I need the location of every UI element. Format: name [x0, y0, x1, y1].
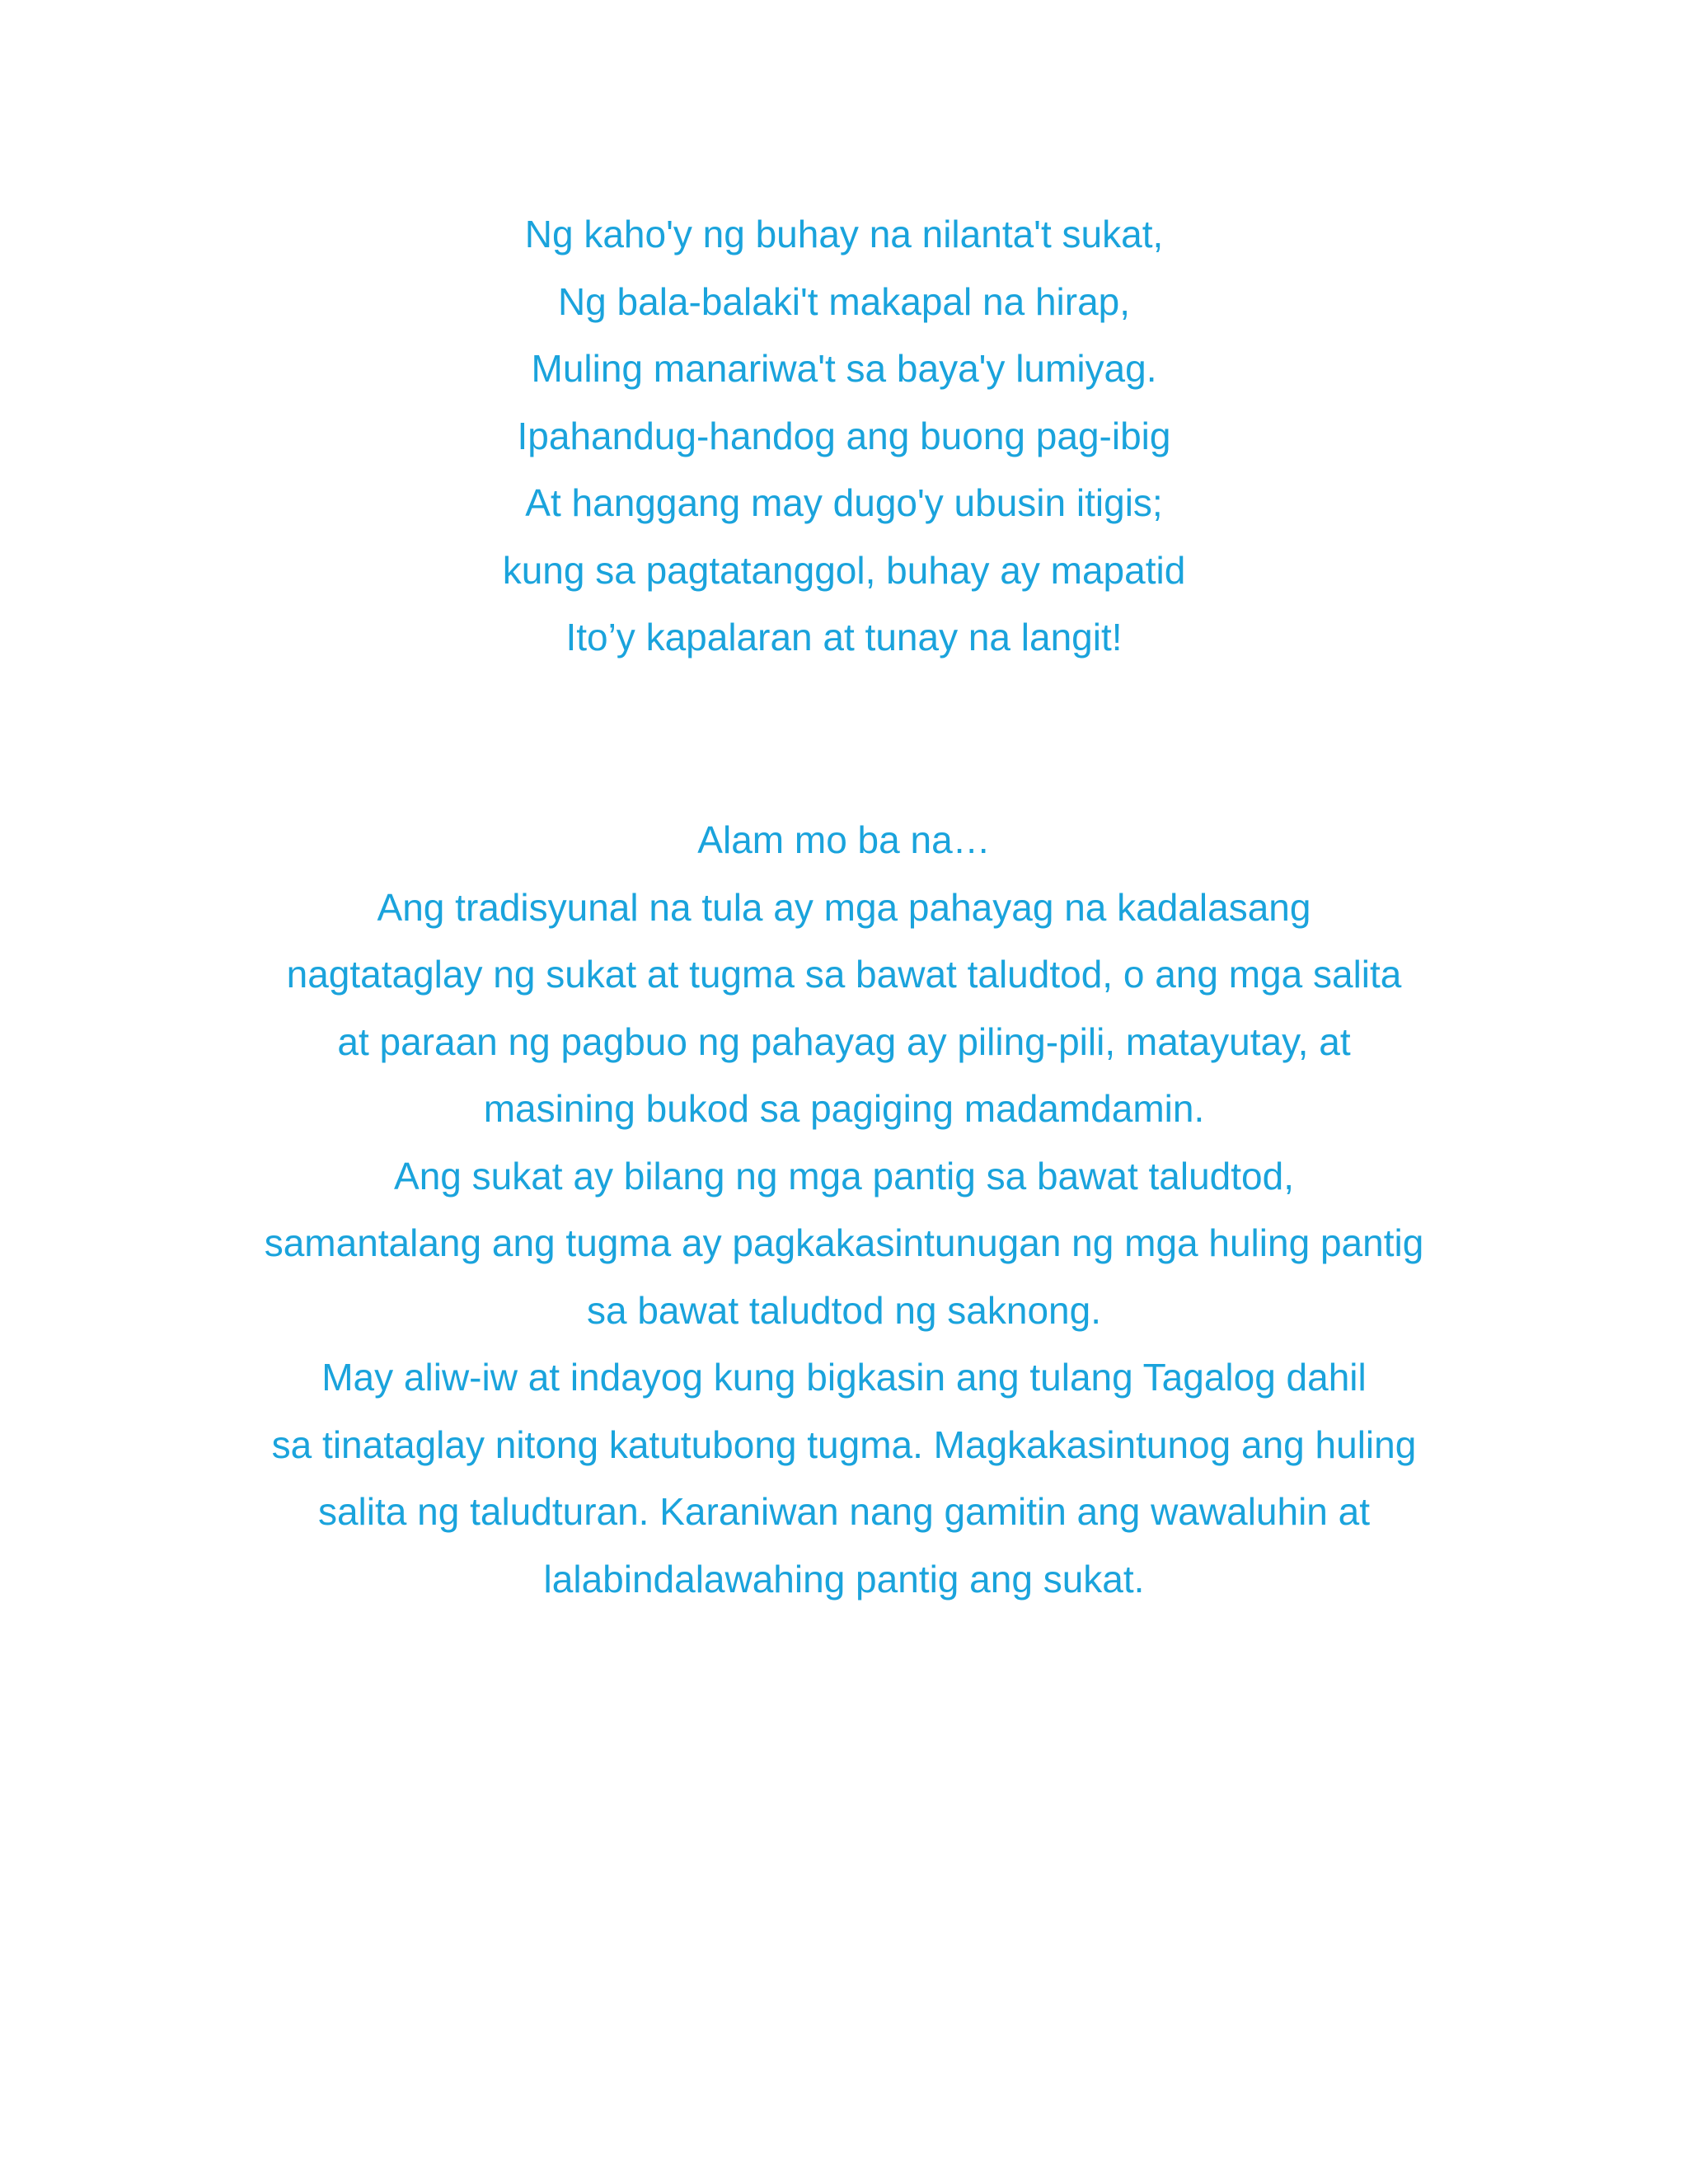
poem-line: kung sa pagtatanggol, buhay ay mapatid [502, 548, 1186, 592]
info-heading: Alam mo ba na… [697, 818, 991, 861]
info-line: sa bawat taludtod ng saknong. [586, 1288, 1101, 1332]
info-line: at paraan ng pagbuo ng pahayag ay piling-pili, matayutay, at [337, 1019, 1351, 1063]
poem-stanza [0, 201, 1688, 672]
info-line: lalabindalawahing pantig ang sukat. [543, 1557, 1145, 1601]
info-section [0, 807, 1688, 1613]
info-line: salita ng taludturan. Karaniwan nang gamitin ang wawaluhin at [317, 1490, 1371, 1533]
poem-line: Ng kaho'y ng buhay na nilanta't sukat, [524, 213, 1164, 255]
poem-line: Ipahandug-handog ang buong pag-ibig [517, 414, 1171, 457]
info-line: sa tinataglay nitong katutubong tugma. Magkakasintunog ang huling [271, 1422, 1417, 1466]
info-line: Ang sukat ay bilang ng mga pantig sa bawat taludtod, [394, 1154, 1294, 1197]
info-line: masining bukod sa pagiging madamdamin. [483, 1087, 1205, 1130]
info-line: May aliw-iw at indayog kung bigkasin ang tulang Tagalog dahil [321, 1356, 1367, 1399]
poem-line: Ito’y kapalaran at tunay na langit! [565, 616, 1123, 658]
poem-line: Ng bala-balaki't makapal na hirap, [557, 279, 1131, 323]
info-line: Ang tradisyunal na tula ay mga pahayag na kadalasang [377, 885, 1311, 929]
poem-line: At hanggang may dugo'y ubusin itigis; [525, 481, 1163, 524]
info-line: samantalang ang tugma ay pagkakasintunugan ng mga huling pantig [264, 1221, 1424, 1264]
poem-line: Muling manariwa't sa baya'y lumiyag. [531, 347, 1157, 390]
info-line: nagtataglay ng sukat at tugma sa bawat taludtod, o ang mga salita [286, 953, 1402, 996]
